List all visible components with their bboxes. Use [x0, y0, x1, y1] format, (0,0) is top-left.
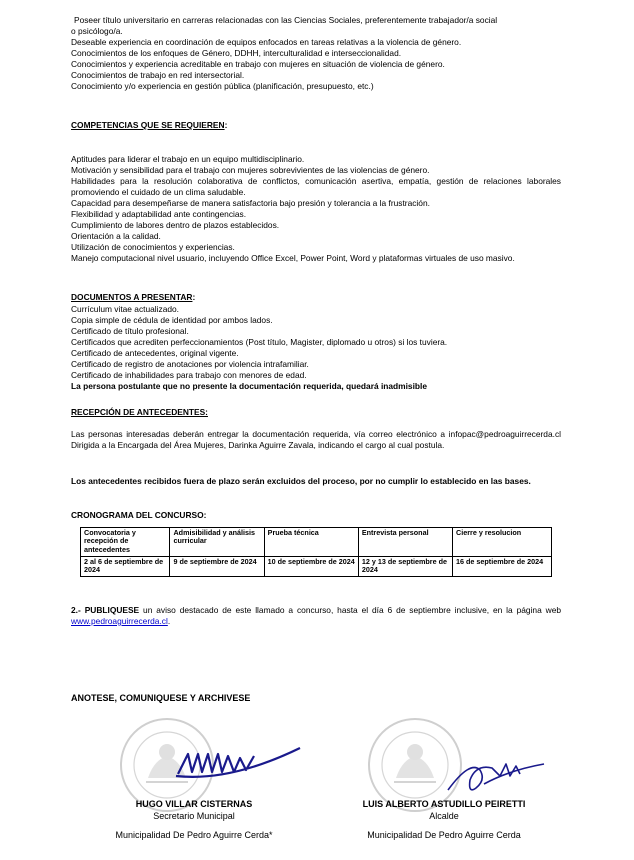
signatory-role: Alcalde	[429, 811, 459, 821]
period: .	[167, 616, 171, 626]
requirement-line: Conocimientos y experiencia acreditable en trabajo con mujeres en situación de violencia de género.	[71, 59, 445, 69]
table-header-cell: Cierre y resolucion	[453, 528, 552, 557]
list-item: Capacidad para desempeñarse de manera satisfactoria bajo presión y tolerancia a la frustración.	[71, 198, 430, 208]
closing-statement: ANOTESE, COMUNIQUESE Y ARCHIVESE	[71, 693, 251, 703]
publiquese-keyword: PUBLIQUESE	[84, 605, 140, 615]
table-header-cell: Convocatoria y recepción de antecedentes	[81, 528, 170, 557]
publiquese-text: un aviso destacado de este llamado a concurso, hasta el día 6 de septiembre inclusive, en la página web	[143, 605, 562, 615]
signatory-right	[334, 798, 554, 841]
publiquese-paragraph	[71, 605, 561, 627]
list-item: Habilidades para la resolución colaborativa de conflictos, comunicación asertiva, empatía, gestión de relaciones laborales promoviendo el cuidado de un clima saludable.	[71, 176, 561, 197]
list-item: Orientación a la calidad.	[71, 231, 161, 241]
list-item: Copia simple de cédula de identidad por ambos lados.	[71, 315, 273, 325]
signature-right	[440, 750, 550, 796]
documentos-list	[71, 304, 447, 392]
table-header-cell: Prueba técnica	[264, 528, 358, 557]
list-item: Aptitudes para liderar el trabajo en un equipo multidisciplinario.	[71, 154, 305, 164]
list-item: Certificado de título profesional.	[71, 326, 189, 336]
item-number: 2.-	[71, 605, 81, 615]
recepcion-body: Las personas interesadas deberán entregar la documentación requerida, vía correo electrónico a infopac@pedroaguirrecerda.cl Dirigida a la Encargada del Área Mujeres, Darinka Aguirre Zavala, indicando el cargo al cual postula.	[71, 429, 561, 450]
list-item: Certificado de antecedentes, original vigente.	[71, 348, 239, 358]
list-item: Motivación y sensibilidad para el trabajo con mujeres sobrevivientes de las violencias de género.	[71, 165, 430, 175]
list-item: Certificados que acrediten perfeccionamientos (Post título, Magister, diplomado u otros) si los tuviera.	[71, 337, 448, 347]
documentos-heading: DOCUMENTOS A PRESENTAR:	[71, 292, 196, 302]
table-header-row	[81, 528, 552, 557]
signatory-org: Municipalidad De Pedro Aguirre Cerda	[367, 830, 521, 840]
requirements-list	[71, 15, 497, 92]
table-cell: 16 de septiembre de 2024	[453, 557, 552, 577]
inadmissible-warning: La persona postulante que no presente la documentación requerida, quedará inadmisible	[71, 381, 428, 391]
table-cell: 9 de septiembre de 2024	[170, 557, 264, 577]
requirement-line: o psicólogo/a.	[71, 26, 123, 36]
signatory-org: Municipalidad De Pedro Aguirre Cerda*	[115, 830, 273, 840]
competencias-list	[71, 154, 561, 264]
list-item: Certificado de inhabilidades para trabajo con menores de edad.	[71, 370, 307, 380]
table-header-cell: Entrevista personal	[358, 528, 452, 557]
signatory-name: HUGO VILLAR CISTERNAS	[135, 799, 253, 809]
list-item: Cumplimiento de labores dentro de plazos establecidos.	[71, 220, 280, 230]
requirement-line: Conocimientos de trabajo en red intersectorial.	[71, 70, 245, 80]
list-item: Currículum vitae actualizado.	[71, 304, 179, 314]
table-cell: 12 y 13 de septiembre de 2024	[358, 557, 452, 577]
table-header-cell: Admisibilidad y análisis curricular	[170, 528, 264, 557]
table-cell: 10 de septiembre de 2024	[264, 557, 358, 577]
signatory-left	[88, 798, 300, 841]
recepcion-heading: RECEPCIÓN DE ANTECEDENTES:	[71, 407, 208, 417]
list-item: Flexibilidad y adaptabilidad ante contingencias.	[71, 209, 247, 219]
requirement-line: Deseable experiencia en coordinación de equipos enfocados en tareas relativas a la violencia de género.	[71, 37, 462, 47]
table-row	[81, 557, 552, 577]
requirement-line: Poseer título universitario en carreras relacionadas con las Ciencias Sociales, preferentemente trabajador/a social	[74, 15, 498, 25]
cronograma-table	[80, 527, 552, 577]
cronograma-heading: CRONOGRAMA DEL CONCURSO:	[71, 510, 207, 520]
late-submission-notice: Los antecedentes recibidos fuera de plazo serán excluidos del proceso, por no cumplir lo establecido en las bases.	[71, 476, 531, 486]
signatory-name: LUIS ALBERTO ASTUDILLO PEIRETTI	[362, 799, 526, 809]
list-item: Utilización de conocimientos y experiencias.	[71, 242, 235, 252]
table-cell: 2 al 6 de septiembre de 2024	[81, 557, 170, 577]
list-item: Manejo computacional nivel usuario, incluyendo Office Excel, Power Point, Word y plataformas virtuales de uso masivo.	[71, 253, 515, 263]
list-item: Certificado de registro de anotaciones por violencia intrafamiliar.	[71, 359, 309, 369]
signatory-role: Secretario Municipal	[153, 811, 235, 821]
signature-left	[170, 742, 305, 784]
requirement-line: Conocimientos de los enfoques de Género, DDHH, interculturalidad e interseccionalidad.	[71, 48, 402, 58]
website-link[interactable]: www.pedroaguirrecerda.cl	[71, 616, 168, 626]
competencias-heading: COMPETENCIAS QUE SE REQUIEREN:	[71, 120, 228, 130]
requirement-line: Conocimiento y/o experiencia en gestión pública (planificación, presupuesto, etc.)	[71, 81, 374, 91]
